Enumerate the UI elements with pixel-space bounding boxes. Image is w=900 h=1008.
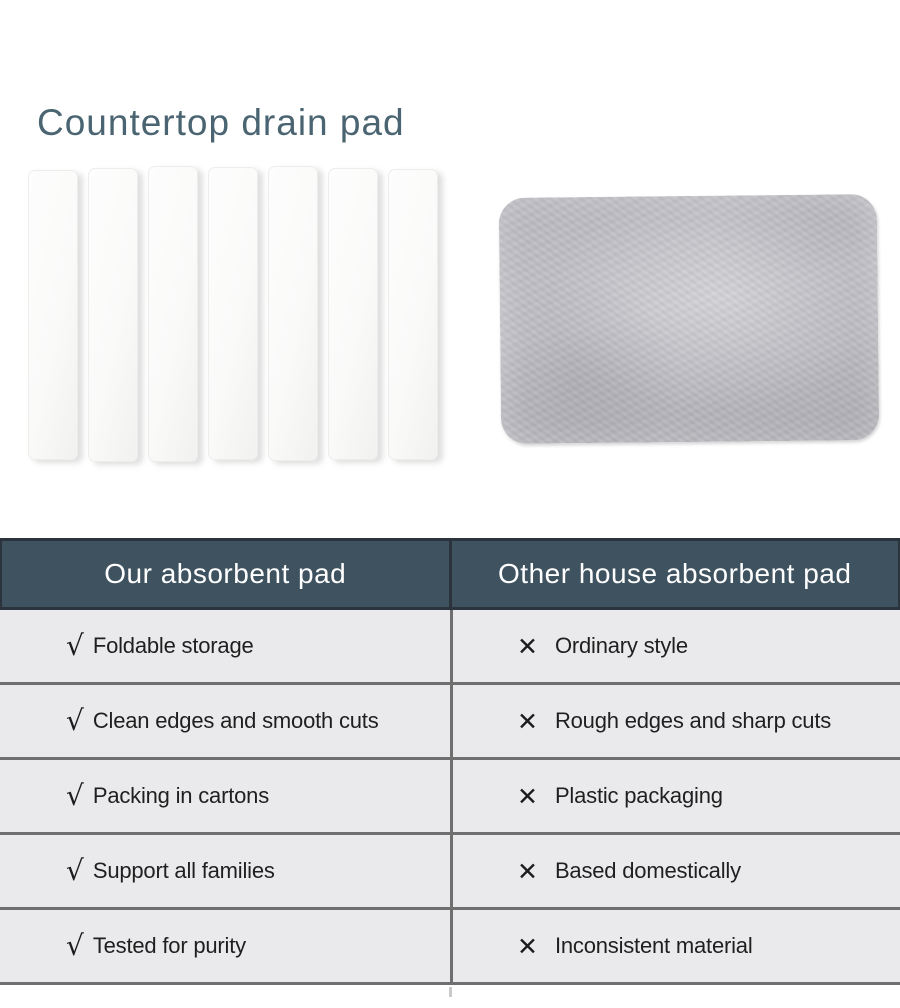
table-row bbox=[0, 610, 900, 685]
feature-label: Foldable storage bbox=[92, 633, 254, 658]
cross-icon: ✕ bbox=[517, 931, 538, 961]
check-icon: √ bbox=[66, 704, 84, 737]
column-header-our-pad: Our absorbent pad bbox=[104, 558, 347, 589]
drain-pad-slat bbox=[328, 168, 378, 460]
feature-label: Support all families bbox=[92, 858, 275, 883]
other-pad-feature bbox=[450, 835, 900, 907]
other-pad-feature bbox=[450, 685, 900, 757]
feature-label: Rough edges and sharp cuts bbox=[554, 708, 832, 733]
our-pad-feature bbox=[0, 835, 450, 907]
drain-pad-slat bbox=[208, 167, 258, 460]
drain-pad-slat bbox=[268, 166, 318, 461]
cross-icon: ✕ bbox=[517, 856, 538, 886]
table-row bbox=[0, 910, 900, 985]
drain-pad-slat bbox=[88, 168, 138, 462]
table-row bbox=[0, 835, 900, 910]
our-pad-image bbox=[28, 166, 450, 466]
feature-label: Clean edges and smooth cuts bbox=[92, 708, 379, 733]
comparison-table bbox=[0, 538, 900, 985]
our-pad-feature bbox=[0, 760, 450, 832]
drain-pad-slat bbox=[28, 170, 78, 460]
feature-label: Plastic packaging bbox=[554, 783, 723, 808]
other-pad-feature bbox=[450, 610, 900, 682]
check-icon: √ bbox=[66, 779, 84, 812]
feature-label: Inconsistent material bbox=[554, 933, 753, 958]
our-pad-feature bbox=[0, 610, 450, 682]
drain-pad-slat bbox=[388, 169, 438, 460]
drain-pad-slat bbox=[148, 166, 198, 462]
table-header-row bbox=[0, 538, 900, 610]
cross-icon: ✕ bbox=[517, 781, 538, 811]
our-pad-feature bbox=[0, 910, 450, 982]
feature-label: Ordinary style bbox=[554, 633, 688, 658]
page-title: Countertop drain pad bbox=[37, 102, 405, 143]
other-pad-image bbox=[499, 194, 880, 444]
cross-icon: ✕ bbox=[517, 631, 538, 661]
our-pad-feature bbox=[0, 685, 450, 757]
table-row bbox=[0, 760, 900, 835]
other-pad-feature bbox=[450, 910, 900, 982]
pad-texture-overlay bbox=[499, 194, 880, 444]
feature-label: Tested for purity bbox=[92, 933, 246, 958]
feature-label: Based domestically bbox=[554, 858, 741, 883]
column-header-other-pad: Other house absorbent pad bbox=[449, 541, 899, 607]
feature-label: Packing in cartons bbox=[92, 783, 270, 808]
other-pad-feature bbox=[450, 760, 900, 832]
cross-icon: ✕ bbox=[517, 706, 538, 736]
column-divider-tail bbox=[449, 987, 452, 997]
check-icon: √ bbox=[66, 629, 84, 662]
check-icon: √ bbox=[66, 854, 84, 887]
table-row bbox=[0, 685, 900, 760]
check-icon: √ bbox=[66, 929, 84, 962]
